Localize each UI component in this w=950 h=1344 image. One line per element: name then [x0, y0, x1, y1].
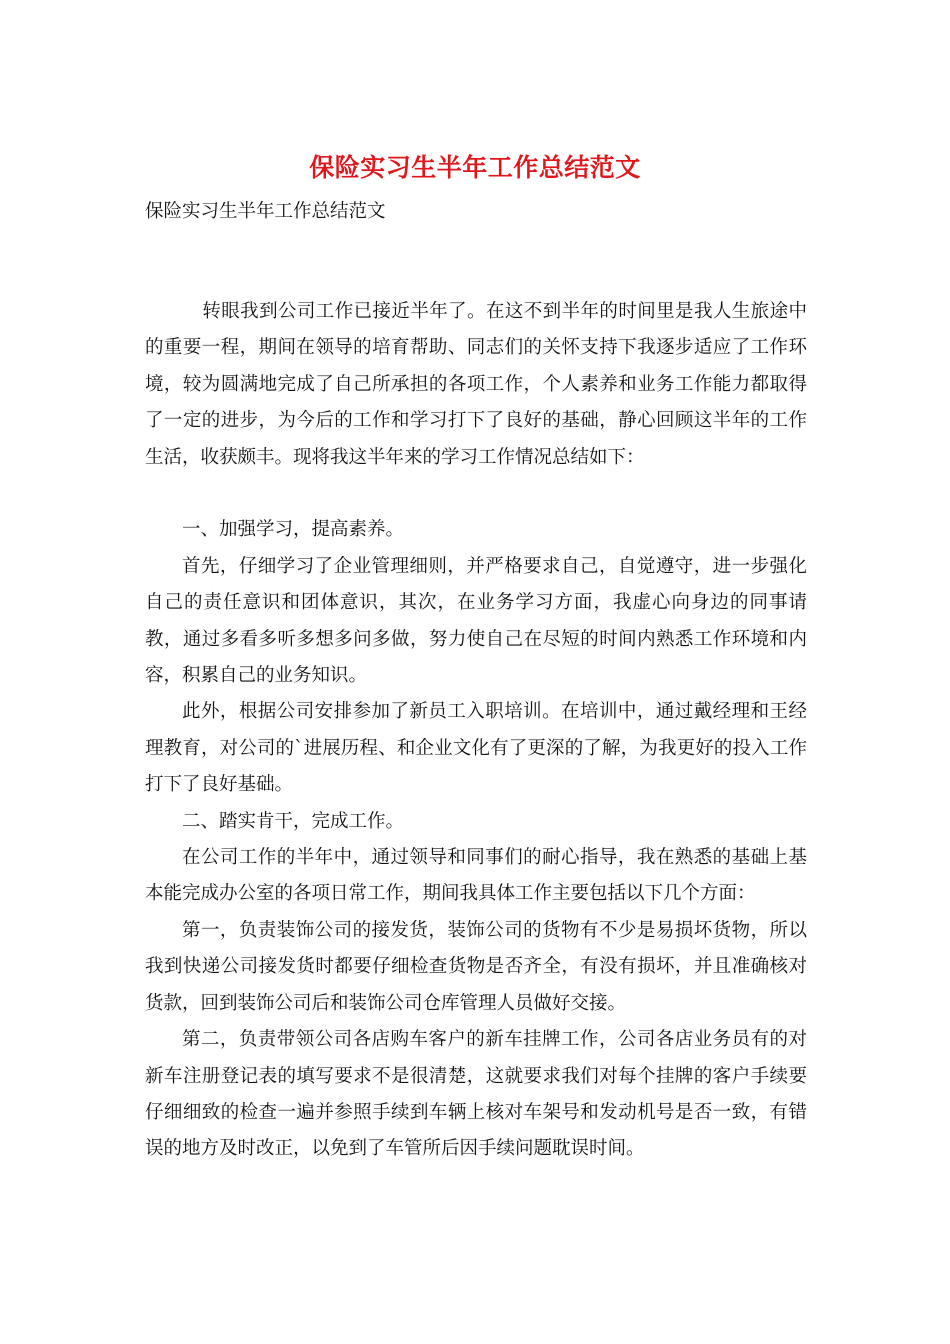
section-heading-1: 一、加强学习，提高素养。: [182, 519, 405, 541]
document-body: [145, 294, 807, 1168]
section-heading-2: 二、踏实肯干，完成工作。: [182, 810, 405, 832]
paragraph-second-duty: 第二，负责带领公司各店购车客户的新车挂牌工作，公司各店业务员有的对新车注册登记表的填写要求不是很清楚，这就要求我们对每个挂牌的客户手续要仔细细致的检查一遍并参照手续到车辆上核对车架号和发动机号是否一致，有错误的地方及时改正，以免到了车管所后因手续问题耽误时间。: [145, 1029, 807, 1160]
paragraph-first-duty: 第一，负责装饰公司的接发货，装饰公司的货物有不少是易损坏货物，所以我到快递公司接发货时都要仔细检查货物是否齐全，有没有损坏，并且准确核对货款，回到装饰公司后和装饰公司仓库管理人员做好交接。: [145, 919, 807, 1014]
paragraph-study: 首先，仔细学习了企业管理细则，并严格要求自己，自觉遵守，进一步强化自己的责任意识和团体意识，其次，在业务学习方面，我虚心向身边的同事请教，通过多看多听多想多问多做，努力使自己在尽短的时间内熟悉工作环境和内容，积累自己的业务知识。: [145, 555, 807, 687]
paragraph-spacer: [145, 476, 807, 512]
paragraph-intro: 转眼我到公司工作已接近半年了。在这不到半年的时间里是我人生旅途中的重要一程，期间在领导的培育帮助、同志们的关怀支持下我逐步适应了工作环境，较为圆满地完成了自己所承担的各项工作，个人素养和业务工作能力都取得了一定的进步，为今后的工作和学习打下了良好的基础，静心回顾这半年的工作生活，收获颇丰。现将我这半年来的学习工作情况总结如下：: [145, 301, 807, 468]
paragraph-training: 此外，根据公司安排参加了新员工入职培训。在培训中，通过戴经理和王经理教育，对公司的`进展历程、和企业文化有了更深的了解，为我更好的投入工作打下了良好基础。: [145, 701, 807, 796]
document-subtitle: 保险实习生半年工作总结范文: [145, 201, 386, 222]
document-title: 保险实习生半年工作总结范文: [309, 153, 641, 182]
paragraph-work-overview: 在公司工作的半年中，通过领导和同事们的耐心指导，我在熟悉的基础上基本能完成办公室的各项日常工作，期间我具体工作主要包括以下几个方面：: [145, 847, 807, 905]
